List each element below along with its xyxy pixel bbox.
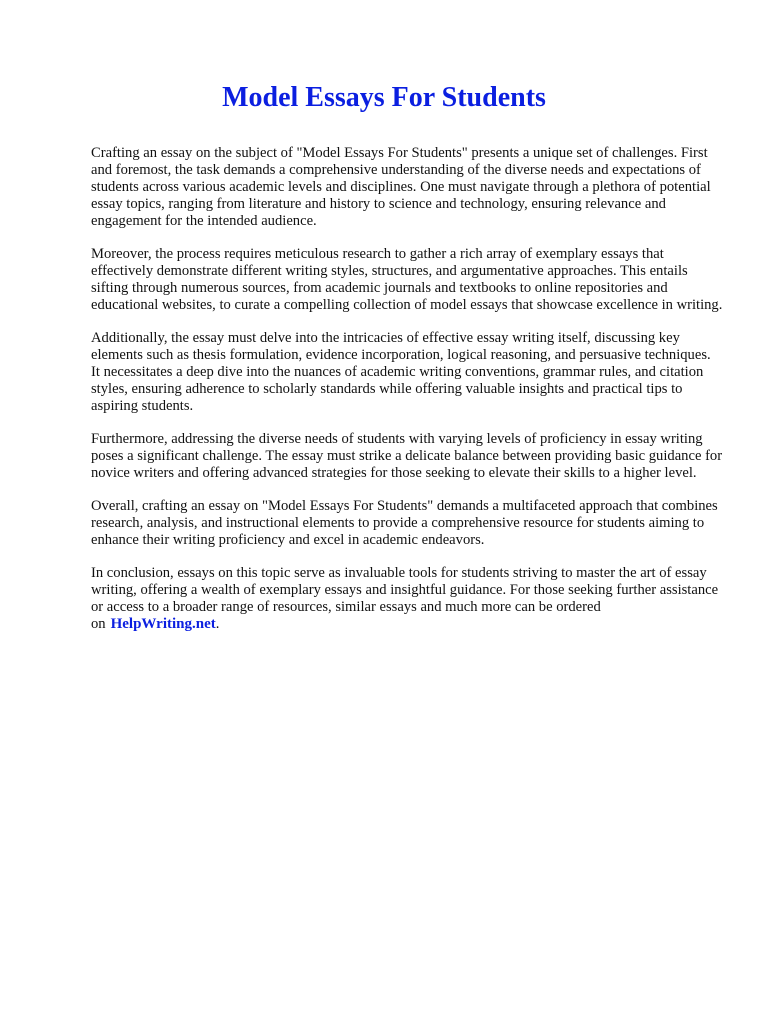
essay-body (91, 145, 723, 649)
paragraph-5: Overall, crafting an essay on "Model Essays For Students" demands a multifaceted approach that combines research, analysis, and instructional elements to provide a comprehensive resource for students aiming to enhance their writing proficiency and excel in academic endeavors. (91, 498, 718, 548)
paragraph-2: Moreover, the process requires meticulous research to gather a rich array of exemplary essays that effectively demonstrate different writing styles, structures, and argumentative approaches. This entails sifting through numerous sources, from academic journals and textbooks to online repositories and educational websites, to curate a compelling collection of model essays that showcase excellence in writing. (91, 246, 723, 313)
paragraph-4: Furthermore, addressing the diverse needs of students with varying levels of proficiency in essay writing poses a significant challenge. The essay must strike a delicate balance between providing basic guidance for novice writers and offering advanced strategies for those seeking to elevate their skills to a higher level. (91, 431, 723, 481)
conclusion-trailing: . (215, 616, 220, 632)
conclusion-text: In conclusion, essays on this topic serve as invaluable tools for students striving to master the art of essay writing, offering a wealth of exemplary essays and insightful guidance. For those seeking further assistance or access to a broader range of resources, similar essays and much more can be ordered on (91, 565, 719, 632)
paragraph-3: Additionally, the essay must delve into the intricacies of effective essay writing itself, discussing key elements such as thesis formulation, evidence incorporation, logical reasoning, and persuasive techniques. It necessitates a deep dive into the nuances of academic writing conventions, grammar rules, and citation styles, ensuring adherence to scholarly standards while offering valuable insights and practical tips to aspiring students. (91, 330, 711, 414)
helpwriting-link[interactable]: HelpWriting.net (110, 616, 216, 632)
page-title: Model Essays For Students (222, 82, 546, 113)
paragraph-1: Crafting an essay on the subject of "Model Essays For Students" presents a unique set of challenges. First and foremost, the task demands a comprehensive understanding of the diverse needs and expectations of students across various academic levels and disciplines. One must navigate through a plethora of potential essay topics, ranging from literature and history to science and technology, ensuring relevance and engagement for the intended audience. (91, 145, 711, 229)
conclusion-paragraph (91, 565, 723, 633)
